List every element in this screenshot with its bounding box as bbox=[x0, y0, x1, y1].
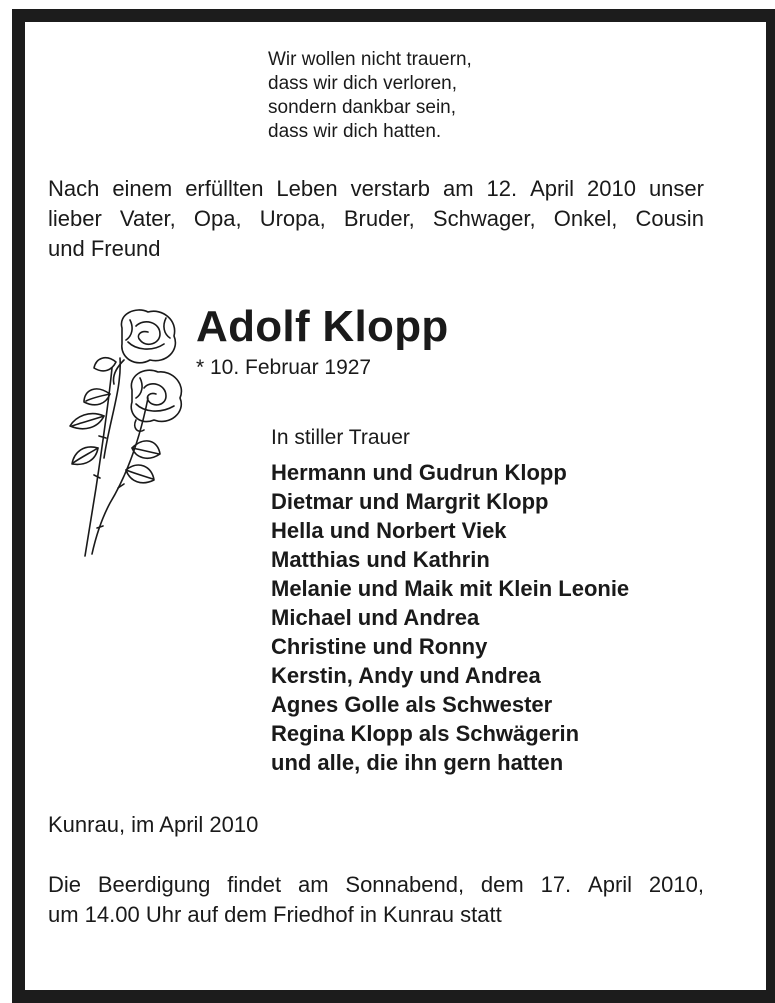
intro-word: Opa, bbox=[193, 206, 242, 231]
deceased-name: Adolf Klopp bbox=[196, 302, 449, 351]
intro-word: Schwager, bbox=[432, 206, 536, 231]
list-item: Hermann und Gudrun Klopp bbox=[271, 460, 567, 485]
death-announcement-text bbox=[48, 174, 704, 264]
list-item: Hella und Norbert Viek bbox=[271, 518, 507, 543]
intro-word: Cousin bbox=[635, 206, 704, 231]
list-item: Matthias und Kathrin bbox=[271, 547, 490, 572]
funeral-word: am bbox=[297, 872, 329, 897]
list-item: Michael und Andrea bbox=[271, 605, 480, 630]
intro-word: lieber bbox=[48, 206, 102, 231]
list-item: Melanie und Maik mit Klein Leonie bbox=[271, 576, 630, 601]
funeral-line-2: um 14.00 Uhr auf dem Friedhof in Kunrau statt bbox=[48, 902, 502, 927]
intro-word: Uropa, bbox=[259, 206, 326, 231]
motto-line: dass wir dich hatten. bbox=[268, 121, 442, 142]
intro-word: Leben bbox=[276, 176, 338, 201]
funeral-word: Beerdigung bbox=[97, 872, 211, 897]
intro-word: April bbox=[530, 176, 575, 201]
list-item: Regina Klopp als Schwägerin bbox=[271, 721, 580, 746]
funeral-word: Sonnabend, bbox=[345, 872, 465, 897]
motto-line: dass wir dich verloren, bbox=[268, 73, 458, 94]
list-item: Dietmar und Margrit Klopp bbox=[271, 489, 549, 514]
intro-word: Bruder, bbox=[343, 206, 415, 231]
intro-word: 2010 bbox=[587, 176, 636, 201]
funeral-notice bbox=[48, 870, 704, 930]
motto-verse bbox=[268, 48, 472, 144]
intro-line-1 bbox=[48, 174, 704, 204]
motto-line: Wir wollen nicht trauern, bbox=[268, 49, 472, 70]
funeral-word: 2010, bbox=[648, 872, 704, 897]
intro-word: einem bbox=[112, 176, 173, 201]
intro-word: 12. bbox=[486, 176, 518, 201]
intro-word: am bbox=[443, 176, 474, 201]
funeral-word: Die bbox=[48, 872, 82, 897]
intro-word: erfüllten bbox=[185, 176, 264, 201]
funeral-line-1 bbox=[48, 870, 704, 900]
funeral-word: 17. bbox=[540, 872, 572, 897]
list-item: und alle, die ihn gern hatten bbox=[271, 750, 564, 775]
list-item: Christine und Ronny bbox=[271, 634, 488, 659]
mourning-label: In stiller Trauer bbox=[271, 426, 410, 449]
intro-word: verstarb bbox=[350, 176, 431, 201]
list-item: Agnes Golle als Schwester bbox=[271, 692, 553, 717]
place-and-date: Kunrau, im April 2010 bbox=[48, 812, 259, 837]
intro-word: unser bbox=[648, 176, 704, 201]
list-item: Kerstin, Andy und Andrea bbox=[271, 663, 541, 688]
funeral-word: findet bbox=[227, 872, 282, 897]
intro-line-2 bbox=[48, 204, 704, 234]
intro-word: Vater, bbox=[119, 206, 176, 231]
intro-word: Nach bbox=[48, 176, 100, 201]
motto-line: sondern dankbar sein, bbox=[268, 97, 457, 118]
birth-date: * 10. Februar 1927 bbox=[196, 356, 372, 379]
mourners-list bbox=[271, 458, 629, 777]
intro-line-3: und Freund bbox=[48, 236, 161, 261]
rose-illustration-icon bbox=[40, 298, 190, 558]
intro-word: Onkel, bbox=[553, 206, 618, 231]
funeral-word: April bbox=[588, 872, 633, 897]
funeral-word: dem bbox=[480, 872, 524, 897]
